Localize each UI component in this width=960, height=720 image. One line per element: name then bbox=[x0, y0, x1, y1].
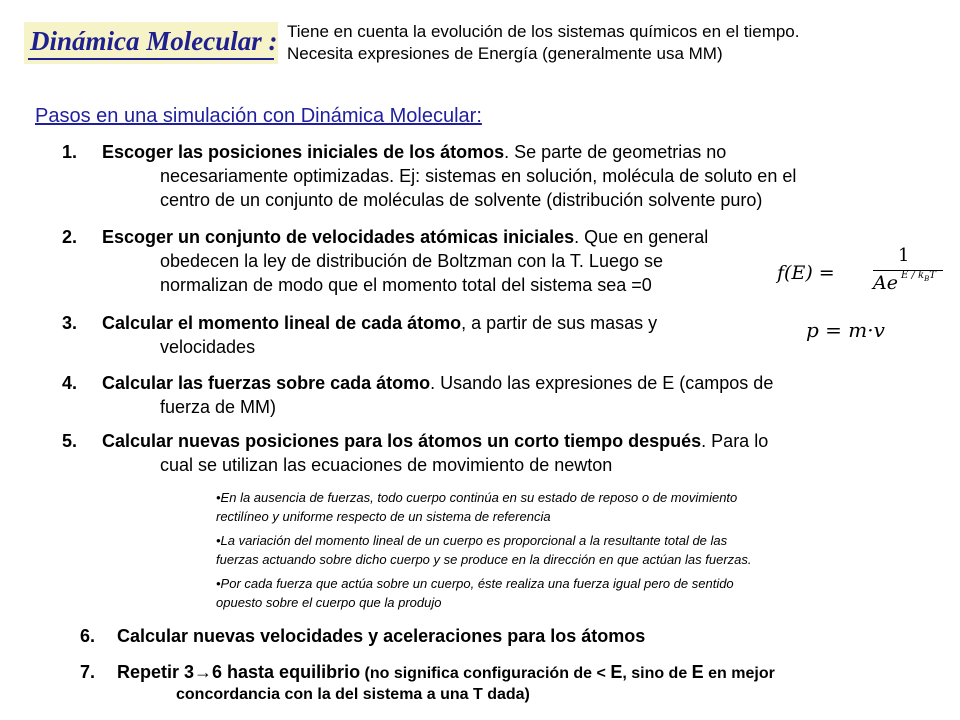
formula-lhs: f(E) = bbox=[777, 262, 835, 284]
step-continuation: concordancia con la del sistema a una T dada) bbox=[176, 686, 530, 703]
intro-line-1: Tiene en cuenta la evolución de los sistemas químicos en el tiempo. bbox=[287, 22, 800, 41]
title-underline bbox=[28, 58, 274, 60]
step-text bbox=[102, 371, 773, 395]
momentum-formula: p = m·v bbox=[806, 318, 885, 342]
list-item: •Por cada fuerza que actúa sobre un cuerpo, éste realiza una fuerza igual pero de sentido opuesto sobre el cuerpo que la produjo bbox=[216, 576, 734, 610]
step-bold: Calcular nuevas posiciones para los átomos un corto tiempo después bbox=[102, 431, 702, 451]
list-item: •La variación del momento lineal de un cuerpo es proporcional a la resultante total de las fuerzas actuando sobre dicho cuerpo y se produce en la dirección en que actúan las fuerzas. bbox=[216, 533, 752, 567]
step-continuation: velocidades bbox=[160, 337, 256, 357]
formula-exponent: E / $k_BT$ bbox=[901, 270, 936, 283]
step-number: 1. bbox=[62, 142, 78, 162]
formula-denominator bbox=[873, 272, 898, 294]
formula-numerator: 1 bbox=[898, 245, 910, 266]
intro-text bbox=[287, 21, 799, 65]
steps-heading: Pasos en una simulación con Dinámica Molecular: bbox=[35, 105, 482, 127]
step-bold: Escoger las posiciones iniciales de los átomos bbox=[102, 142, 505, 162]
step-continuation: fuerza de MM) bbox=[160, 397, 277, 417]
step-number: 7. bbox=[80, 662, 96, 682]
step-continuation: normalizan de modo que el momento total del sistema sea =0 bbox=[160, 275, 652, 295]
title-box bbox=[24, 22, 278, 64]
boltzmann-formula bbox=[777, 245, 947, 300]
step-note: (no significa configuración de < E, sino de E en mejor bbox=[360, 662, 775, 682]
step-number: 6. bbox=[80, 626, 96, 646]
step-text: Calcular nuevas velocidades y aceleraciones para los átomos bbox=[117, 626, 646, 646]
step-number: 3. bbox=[62, 313, 78, 333]
step-number: 2. bbox=[62, 227, 78, 247]
step-rest: , a partir de sus masas y bbox=[461, 313, 658, 333]
step-text bbox=[102, 311, 657, 335]
step-bold: Escoger un conjunto de velocidades atómicas iniciales bbox=[102, 227, 575, 247]
step-text bbox=[102, 429, 768, 453]
step-continuation: obedecen la ley de distribución de Boltzman con la T. Luego se bbox=[160, 251, 663, 271]
step-number: 4. bbox=[62, 373, 78, 393]
step-continuation: centro de un conjunto de moléculas de solvente (distribución solvente puro) bbox=[160, 190, 763, 210]
step-continuation: necesariamente optimizadas. Ej: sistemas en solución, molécula de soluto en el bbox=[160, 166, 797, 186]
step-text bbox=[102, 140, 726, 164]
step-rest: . Para lo bbox=[701, 431, 769, 451]
slide-title: Dinámica Molecular : bbox=[30, 26, 278, 56]
step-bold: Calcular las fuerzas sobre cada átomo bbox=[102, 373, 431, 393]
step-text bbox=[102, 225, 708, 249]
step-rest: . Que en general bbox=[574, 227, 709, 247]
step-rest: . Se parte de geometrias no bbox=[504, 142, 727, 162]
step-bold: Repetir 3→6 hasta equilibrio bbox=[117, 662, 361, 682]
step-number: 5. bbox=[62, 431, 78, 451]
step-rest: . Usando las expresiones de E (campos de bbox=[430, 373, 774, 393]
formula-denominator-base: Ae bbox=[873, 272, 898, 294]
intro-line-2: Necesita expresiones de Energía (generalmente usa MM) bbox=[287, 44, 723, 63]
step-continuation: cual se utilizan las ecuaciones de movimiento de newton bbox=[160, 455, 613, 475]
list-item: •En la ausencia de fuerzas, todo cuerpo continúa en su estado de reposo o de movimiento rectilíneo y uniforme respecto de un sistema de referencia bbox=[216, 490, 738, 524]
step-bold: Calcular el momento lineal de cada átomo bbox=[102, 313, 462, 333]
